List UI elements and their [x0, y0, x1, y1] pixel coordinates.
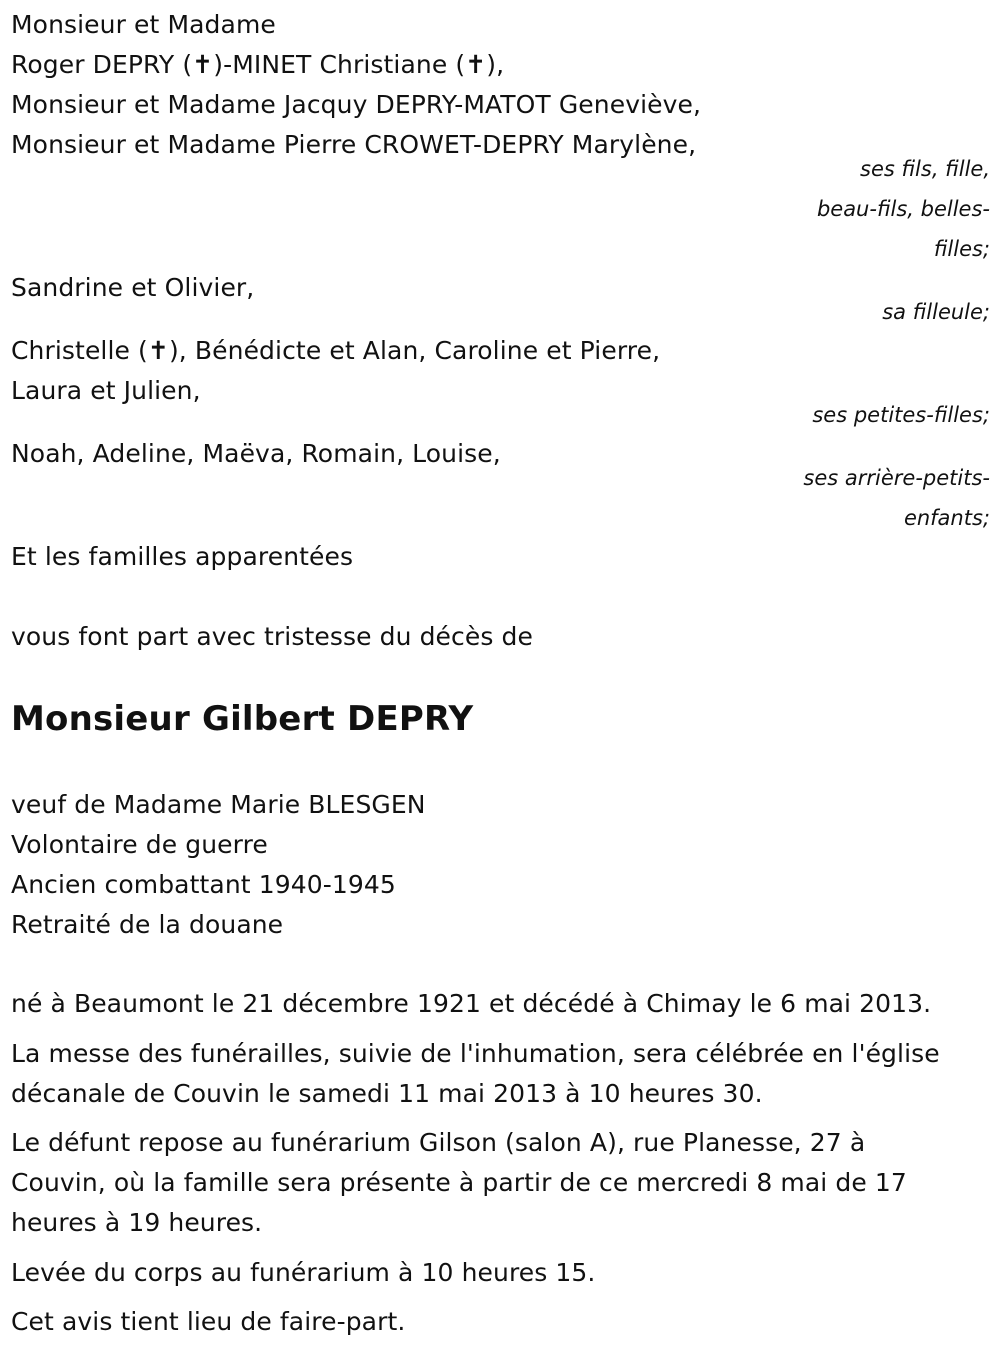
- detail-widower: veuf de Madame Marie BLESGEN: [11, 790, 426, 819]
- goddaughter: Sandrine et Olivier,: [11, 273, 255, 302]
- great-grandchildren: Noah, Adeline, Maëva, Romain, Louise,: [11, 439, 501, 468]
- children-line-2: Roger DEPRY (✝)-MINET Christiane (✝),: [11, 50, 505, 79]
- detail-veteran: Ancien combattant 1940-1945: [11, 870, 396, 899]
- granddaughters-line-2: Laura et Julien,: [11, 376, 201, 405]
- great-grandchildren-relation-line-2: enfants;: [903, 506, 990, 530]
- detail-volunteer: Volontaire de guerre: [11, 830, 268, 859]
- children-line-3: Monsieur et Madame Jacquy DEPRY-MATOT Geneviève,: [11, 90, 702, 119]
- detail-retired: Retraité de la douane: [11, 910, 284, 939]
- levee: Levée du corps au funérarium à 10 heures 15.: [11, 1258, 596, 1287]
- funeral-line-2: décanale de Couvin le samedi 11 mai 2013 à 10 heures 30.: [11, 1079, 763, 1108]
- repose-line-1: Le défunt repose au funérarium Gilson (salon A), rue Planesse, 27 à: [11, 1128, 866, 1157]
- birth-death: né à Beaumont le 21 décembre 1921 et décédé à Chimay le 6 mai 2013.: [11, 989, 932, 1018]
- announcement: vous font part avec tristesse du décès de: [11, 622, 533, 651]
- funeral-line-1: La messe des funérailles, suivie de l'inhumation, sera célébrée en l'église: [11, 1039, 940, 1068]
- children-line-1: Monsieur et Madame: [11, 10, 276, 39]
- repose-line-3: heures à 19 heures.: [11, 1208, 263, 1237]
- children-line-4: Monsieur et Madame Pierre CROWET-DEPRY Marylène,: [11, 130, 697, 159]
- children-relation-line-2: beau-fils, belles-: [816, 197, 990, 221]
- granddaughters-relation: ses petites-filles;: [812, 403, 990, 427]
- great-grandchildren-relation-line-1: ses arrière-petits-: [803, 466, 990, 490]
- children-relation-line-3: filles;: [933, 237, 990, 261]
- deceased-name: Monsieur Gilbert DEPRY: [11, 699, 474, 739]
- repose-line-2: Couvin, où la famille sera présente à partir de ce mercredi 8 mai de 17: [11, 1168, 907, 1197]
- children-relation-line-1: ses fils, fille,: [860, 157, 990, 181]
- goddaughter-relation: sa filleule;: [882, 300, 990, 324]
- closing: Cet avis tient lieu de faire-part.: [11, 1307, 406, 1336]
- related-families: Et les familles apparentées: [11, 542, 354, 571]
- granddaughters-line-1: Christelle (✝), Bénédicte et Alan, Caroline et Pierre,: [11, 336, 661, 365]
